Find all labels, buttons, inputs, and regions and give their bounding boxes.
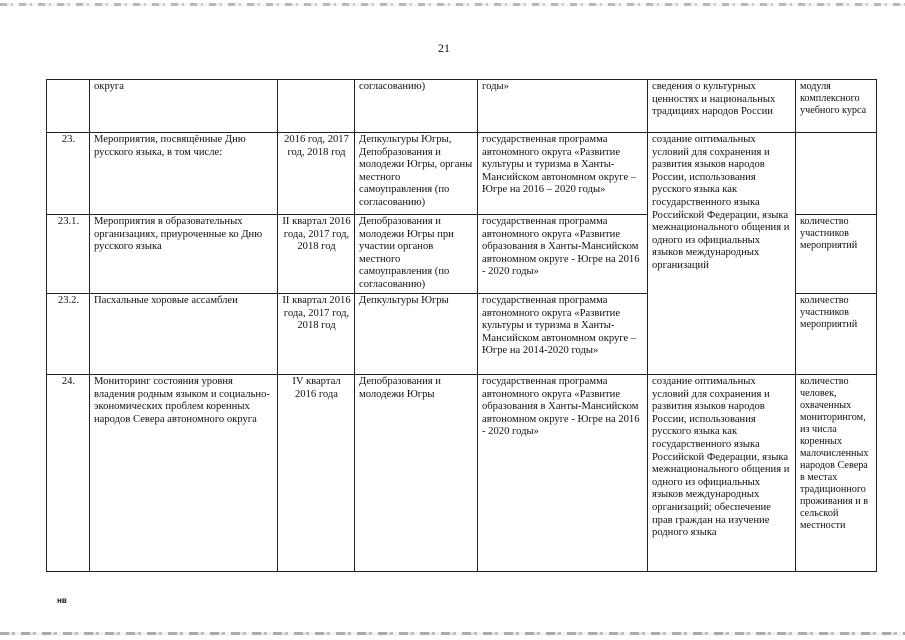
row-number: 23.1.	[47, 215, 90, 294]
indicator-cell	[796, 133, 877, 215]
event-cell: Мониторинг состояния уровня владения родным языком и социально-экономических проблем коренных народов Севера автономного округа	[90, 375, 278, 572]
row-number	[47, 80, 90, 133]
event-cell: округа	[90, 80, 278, 133]
source-cell: государственная программа автономного округа «Развитие культуры и туризма в Ханты-Мансийском автономном округе – Югре на 2014-2020 годы»	[478, 294, 648, 375]
period-cell: II квартал 2016 года, 2017 год, 2018 год	[278, 294, 355, 375]
table-row	[47, 133, 877, 215]
source-cell: государственная программа автономного округа «Развитие образования в Ханты-Мансийском автономном округе - Югре на 2016 - 2020 годы»	[478, 215, 648, 294]
scan-edge-top	[0, 3, 905, 6]
indicator-cell: количество участников мероприятий	[796, 294, 877, 375]
indicator-cell: модуля комплексного учебного курса	[796, 80, 877, 133]
indicator-cell: количество человек, охваченных мониторингом, из числа коренных малочисленных народов Севера в местах традиционного проживания и в сельской местности	[796, 375, 877, 572]
period-cell: IV квартал 2016 года	[278, 375, 355, 572]
period-cell: 2016 год, 2017 год, 2018 год	[278, 133, 355, 215]
result-cell: создание оптимальных условий для сохранения и развития языков народов России, использования русского языка как государственного языка Российской Федерации, языка межнационального общения и одного из официальных языков международных организаций	[648, 133, 796, 375]
row-number: 24.	[47, 375, 90, 572]
event-cell: Мероприятия, посвящённые Дню русского языка, в том числе:	[90, 133, 278, 215]
source-cell: государственная программа автономного округа «Развитие образования в Ханты-Мансийском автономном округе - Югре на 2016 - 2020 годы»	[478, 375, 648, 572]
source-cell: государственная программа автономного округа «Развитие культуры и туризма в Ханты-Мансийском автономном округе – Югре на 2016 – 2020 годы»	[478, 133, 648, 215]
executor-cell: Депкультуры Югры	[355, 294, 478, 375]
executor-cell: Депобразования и молодежи Югры при участии органов местного самоуправления (по согласованию)	[355, 215, 478, 294]
period-cell	[278, 80, 355, 133]
executor-cell: Депкультуры Югры, Депобразования и молодежи Югры, органы местного самоуправления (по согласованию)	[355, 133, 478, 215]
program-table	[46, 79, 877, 572]
event-cell: Пасхальные хоровые ассамблеи	[90, 294, 278, 375]
event-cell: Мероприятия в образовательных организациях, приуроченные ко Дню русского языка	[90, 215, 278, 294]
row-number: 23.2.	[47, 294, 90, 375]
scan-edge-bottom	[0, 632, 905, 635]
source-cell: годы»	[478, 80, 648, 133]
period-cell: II квартал 2016 года, 2017 год, 2018 год	[278, 215, 355, 294]
table-row	[47, 80, 877, 133]
executor-cell: согласованию)	[355, 80, 478, 133]
indicator-cell: количество участников мероприятий	[796, 215, 877, 294]
row-number: 23.	[47, 133, 90, 215]
page-number: 21	[438, 41, 450, 55]
result-cell: сведения о культурных ценностях и национальных традициях народов России	[648, 80, 796, 133]
result-cell: создание оптимальных условий для сохранения и развития языков народов России, использования русского языка как государственного языка Российской Федерации, языка межнационального общения и одного из официальных языков международных организаций; обеспечение прав граждан на изучение родного языка	[648, 375, 796, 572]
table-row	[47, 375, 877, 572]
executor-cell: Депобразования и молодежи Югры	[355, 375, 478, 572]
footer-code: нв	[57, 596, 67, 605]
